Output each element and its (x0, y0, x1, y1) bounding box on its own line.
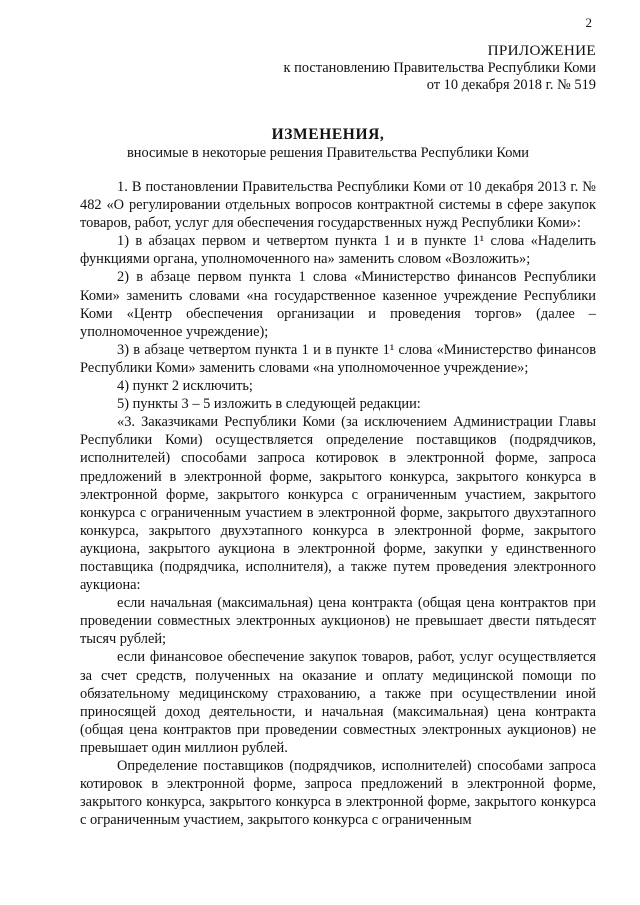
document-title: ИЗМЕНЕНИЯ, (271, 126, 385, 143)
document-subtitle: вносимые в некоторые решения Правительства Республики Коми (126, 145, 530, 161)
document-heading (60, 125, 596, 162)
paragraph-clause-3: «3. Заказчиками Республики Коми (за исключением Администрации Главы Республики Коми) осуществляется определение поставщиков (подрядчиков, исполнителей) способами запроса котировок в электронной форме, запроса предложений в электронной форме, закрытого конкурса, закрытого конкурса в электронной форме, закрытого конкурса с ограниченным участием, закрытого конкурса с ограниченным участием в электронной форме, закрытого двухэтапного конкурса, закрытого двухэтапного конкурса в электронной форме, закрытого аукциона, закрытого аукциона в электронной форме, закупки у единственного поставщика (подрядчика, исполнителя), а также путем проведения электронного аукциона: (80, 414, 596, 594)
page-number: 2 (585, 15, 592, 30)
paragraph-item-3: 3) в абзаце четвертом пункта 1 и в пункте 1¹ слова «Министерство финансов Республики Коми» заменить словами «на уполномоченное учреждение»; (80, 341, 596, 376)
paragraph-determination: Определение поставщиков (подрядчиков, исполнителей) способами запроса котировок в электронной форме, запроса предложений в электронной форме, закрытого конкурса, закрытого конкурса в электронной форме, закрытого конкурса с ограниченным участием, закрытого конкурса с ограниченным (80, 758, 596, 829)
paragraph-item-2: 2) в абзаце первом пункта 1 слова «Министерство финансов Республики Коми» заменить словами «на государственное казенное учреждение Республики Коми «Центр обеспечения организации и проведения торгов» (далее – уполномоченное учреждение); (80, 269, 596, 340)
appendix-reference-line: к постановлению Правительства Республики Коми (283, 59, 596, 76)
appendix-header (284, 42, 596, 95)
document-body (80, 178, 596, 829)
paragraph-item-4: 4) пункт 2 исключить; (117, 378, 253, 395)
paragraph-1: 1. В постановлении Правительства Республики Коми от 10 декабря 2013 г. № 482 «О регулировании отдельных вопросов контрактной системы в сфере закупок товаров, работ, услуг для обеспечения государственных нужд Республики Коми»: (80, 179, 596, 232)
appendix-date-line: от 10 декабря 2018 г. № 519 (426, 77, 596, 93)
paragraph-condition-2: если финансовое обеспечение закупок товаров, работ, услуг осуществляется за счет средств, полученных на оказание и оплату медицинской помощи по обязательному медицинскому страхованию, а также при осуществлении иной приносящей доход деятельности, и начальная (максимальная) цена контракта (общая цена контрактов при проведении совместных электронных аукционов) не превышает один миллион рублей. (80, 649, 596, 756)
appendix-title: ПРИЛОЖЕНИЕ (487, 42, 596, 59)
paragraph-item-1: 1) в абзацах первом и четвертом пункта 1 и в пункте 1¹ слова «Наделить функциями органа, уполномоченного на» заменить словом «Возложить»; (80, 233, 596, 268)
paragraph-condition-1: если начальная (максимальная) цена контракта (общая цена контрактов при проведении совместных электронных аукционов) не превышает двести пятьдесят тысяч рублей; (80, 595, 596, 648)
paragraph-item-5: 5) пункты 3 – 5 изложить в следующей редакции: (117, 396, 421, 413)
